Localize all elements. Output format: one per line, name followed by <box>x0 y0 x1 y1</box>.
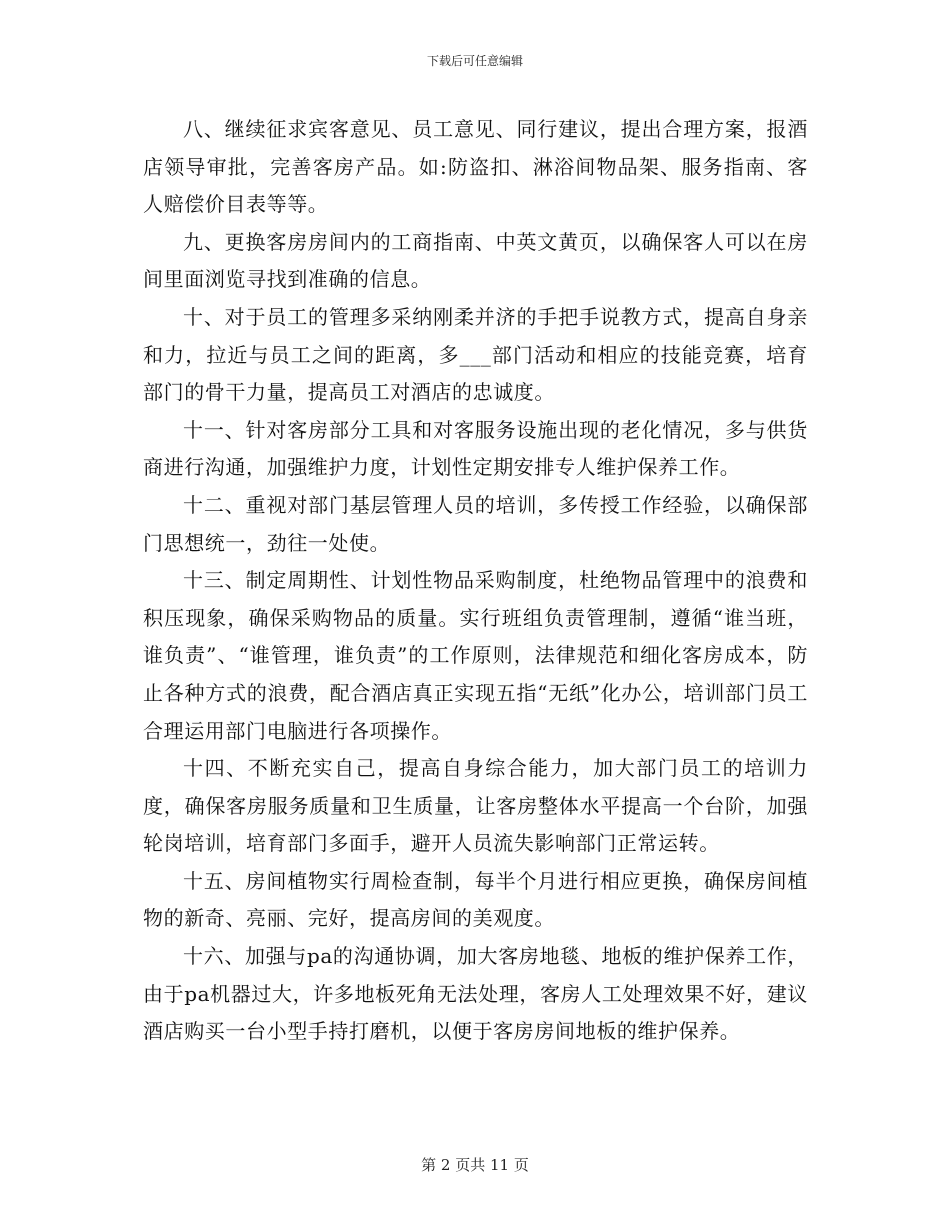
document-body <box>143 111 808 1051</box>
paragraph-9: 九、更换客房房间内的工商指南、中英文黄页，以确保客人可以在房间里面浏览寻找到准确的信息。 <box>143 229 808 292</box>
paragraph-10: 十、对于员工的管理多采纳刚柔并济的手把手说教方式，提高自身亲和力，拉近与员工之间的距离，多___部门活动和相应的技能竞赛，培育部门的骨干力量，提高员工对酒店的忠诚度。 <box>143 304 808 405</box>
paragraph-11: 十一、针对客房部分工具和对客服务设施出现的老化情况，多与供货商进行沟通，加强维护力度，计划性定期安排专人维护保养工作。 <box>143 417 808 480</box>
page-header-note: 下载后可任意编辑 <box>426 54 523 68</box>
paragraph-12: 十二、重视对部门基层管理人员的培训，多传授工作经验，以确保部门思想统一，劲往一处使。 <box>143 492 808 555</box>
paragraph-8: 八、继续征求宾客意见、员工意见、同行建议，提出合理方案，报酒店领导审批，完善客房产品。如:防盗扣、淋浴间物品架、服务指南、客人赔偿价目表等等。 <box>143 117 808 217</box>
paragraph-14: 十四、不断充实自己，提高自身综合能力，加大部门员工的培训力度，确保客房服务质量和卫生质量，让客房整体水平提高一个台阶，加强轮岗培训，培育部门多面手，避开人员流失影响部门正常运转。 <box>143 756 808 856</box>
paragraph-13: 十三、制定周期性、计划性物品采购制度，杜绝物品管理中的浪费和积压现象，确保采购物品的质量。实行班组负责管理制，遵循“谁当班，谁负责”、“谁管理，谁负责”的工作原则，法律规范和细化客房成本，防止各种方式的浪费，配合酒店真正实现五指“无纸”化办公，培训部门员工合理运用部门电脑进行各项操作。 <box>143 568 808 743</box>
paragraph-15: 十五、房间植物实行周检查制，每半个月进行相应更换，确保房间植物的新奇、亮丽、完好，提高房间的美观度。 <box>143 868 808 931</box>
page-number: 第 2 页共 11 页 <box>421 1156 529 1174</box>
paragraph-16: 十六、加强与pa的沟通协调，加大客房地毯、地板的维护保养工作，由于pa机器过大，许多地板死角无法处理，客房人工处理效果不好，建议酒店购买一台小型手持打磨机，以便于客房房间地板的维护保养。 <box>143 944 808 1044</box>
